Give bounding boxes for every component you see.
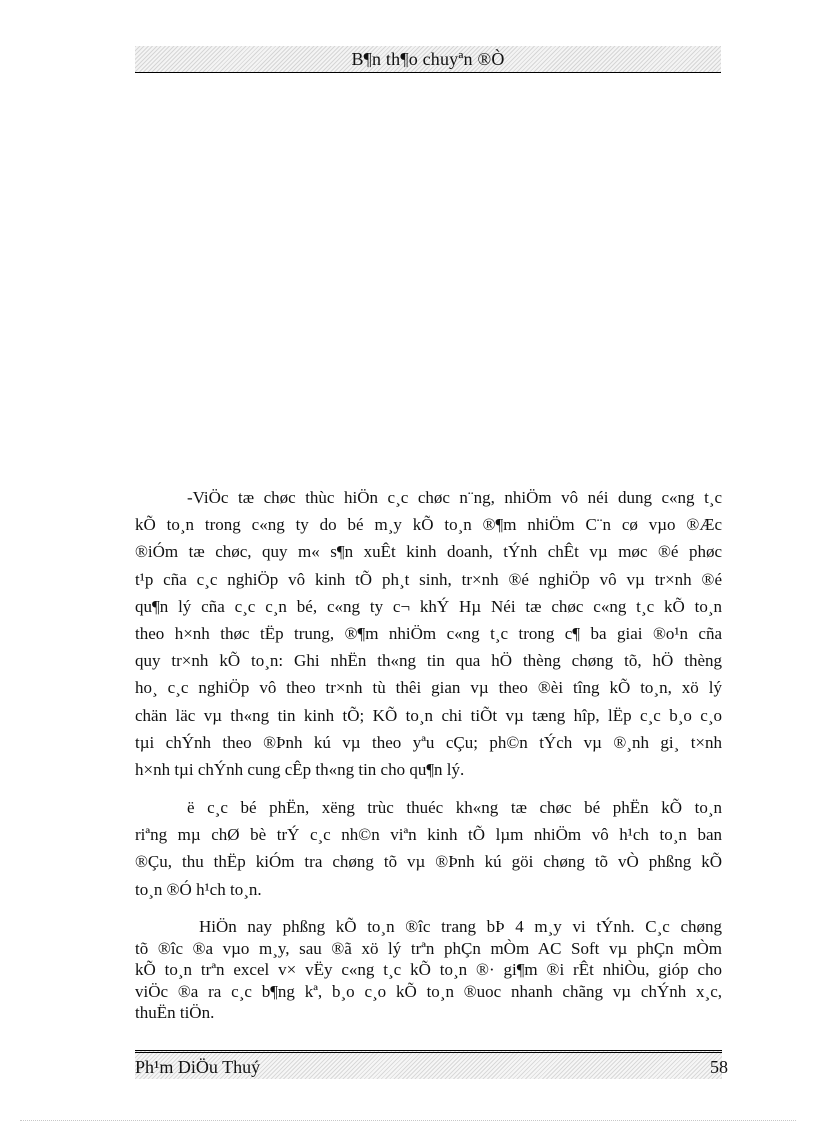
text-line: -ViÖc tæ chøc thùc hiÖn c¸c chøc n¨ng, nhiÖm vô néi dung c«ng t¸c: [187, 488, 722, 507]
header-title: B¶n th¶o chuyªn ®Ò: [351, 49, 505, 69]
paragraph-workshop-staff: [135, 794, 722, 903]
text-line: ®iÓm tæ chøc, quy m« s¶n xuÊt kinh doanh, tÝnh chÊt vµ møc ®é phøc: [135, 542, 722, 562]
running-footer: [135, 1050, 728, 1079]
paragraph-computerization: [135, 916, 722, 1024]
text-line: riªng mµ chØ bè trÝ c¸c nh©n viªn kinh tÕ lµm nhiÖm vô h¹ch to¸n ban: [135, 825, 722, 845]
text-line: theo h×nh thøc tËp trung, ®¶m nhiÖm c«ng t¸c trong c¶ ba giai ®o¹n cña: [135, 624, 722, 644]
text-line: ho¸ c¸c nghiÖp vô theo tr×nh tù thêi gian vµ theo ®èi tîng kÕ to¸n, xö lý: [135, 678, 722, 698]
page-number: 58: [710, 1057, 728, 1077]
text-line: t¹p cña c¸c nghiÖp vô kinh tÕ ph¸t sinh, tr×nh ®é nghiÖp vô vµ tr×nh ®é: [135, 569, 722, 589]
text-line: thuËn tiÖn.: [135, 1003, 215, 1022]
running-header: [135, 46, 721, 73]
text-line: chän läc vµ th«ng tin kinh tÕ; KÕ to¸n chi tiÕt vµ tæng hîp, lËp c¸c b¸o c¸o: [135, 705, 722, 725]
text-line: HiÖn nay phßng kÕ to¸n ®îc trang bÞ 4 m¸y vi tÝnh. C¸c chøng: [199, 917, 722, 936]
paragraph-accounting-organization: [135, 484, 722, 783]
text-line: to¸n ®Ó h¹ch to¸n.: [135, 879, 262, 899]
text-line: kÕ to¸n trong c«ng ty do bé m¸y kÕ to¸n ®¶m nhiÖm C¨n cø vµo ®Æc: [135, 515, 722, 535]
text-line: kÕ to¸n trªn excel v× vËy c«ng t¸c kÕ to¸n ®· gi¶m ®i rÊt nhiÒu, gióp cho: [135, 960, 722, 979]
text-line: tµi chÝnh theo ®Þnh kú vµ theo yªu cÇu; ph©n tÝch vµ ®¸nh gi¸ t×nh: [135, 732, 722, 752]
text-line: viÖc ®a ra c¸c b¶ng kª, b¸o c¸o kÕ to¸n ®uoc nhanh chãng vµ chÝnh x¸c,: [135, 981, 722, 1001]
text-line: qu¶n lý cña c¸c c¸n bé, c«ng ty c¬ khÝ Hµ Néi tæ chøc c«ng t¸c kÕ to¸n: [135, 596, 722, 616]
text-line: h×nh tµi chÝnh cung cÊp th«ng tin cho qu¶n lý.: [135, 760, 465, 780]
text-line: quy tr×nh kÕ to¸n: Ghi nhËn th«ng tin qua hÖ thèng chøng tõ, hÖ thèng: [135, 651, 722, 671]
page-edge-divider: [20, 1120, 796, 1121]
text-line: tõ ®îc ®a vµo m¸y, sau ®ã xö lý trªn phÇn mÒm AC Soft vµ phÇn mÒm: [135, 938, 722, 958]
footer-author: Ph¹m DiÖu Thuý: [135, 1057, 261, 1077]
text-line: ®Çu, thu thËp kiÓm tra chøng tõ vµ ®Þnh kú göi chøng tõ vÒ phßng kÕ: [135, 852, 722, 872]
text-line: ë c¸c bé phËn, xëng trùc thuéc kh«ng tæ chøc bé phËn kÕ to¸n: [187, 798, 722, 817]
